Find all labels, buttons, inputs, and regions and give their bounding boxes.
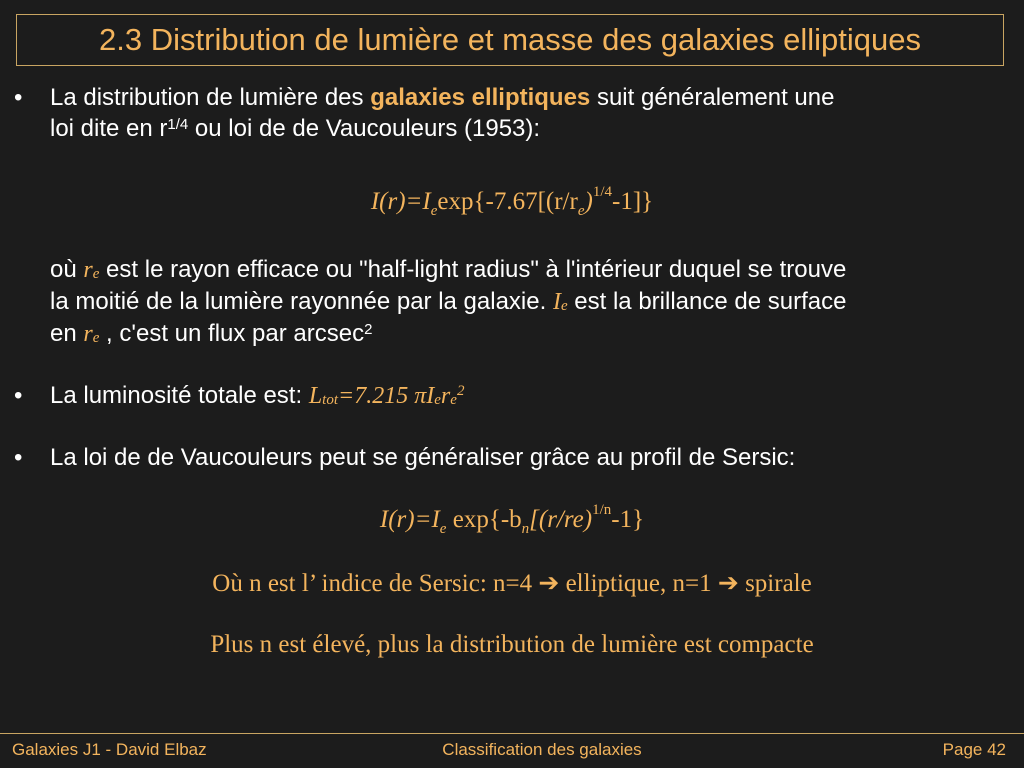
- lum-e2: e: [450, 392, 457, 408]
- formula1-b-sub: e: [577, 203, 585, 219]
- bullet-text: [50, 82, 1000, 144]
- explain-l3-post: , c'est un flux par arcsec: [99, 320, 365, 347]
- footer-divider: [0, 733, 1024, 734]
- explain-l2-sub: e: [560, 298, 568, 314]
- slide-title: 2.3 Distribution de lumière et masse des galaxies elliptiques: [99, 22, 921, 57]
- sersic-pre: Où n est l: [212, 570, 309, 597]
- bullet1-line2-sup: 1/4: [167, 116, 189, 133]
- formula1-d: -1]}: [612, 188, 654, 215]
- bullet-marker: •: [14, 84, 23, 111]
- explain-l1-pre: où: [50, 256, 84, 283]
- explain-l2-pre: la moitié de la lumière rayonnée par la galaxie.: [50, 288, 553, 315]
- sersic-mid2: elliptique, n=1: [559, 570, 718, 597]
- formula2-c-sup: 1/n: [592, 502, 612, 518]
- explain-l1-sub: e: [92, 266, 100, 282]
- formula-sersic: [0, 502, 1024, 537]
- formula2-b-sub: n: [521, 521, 530, 537]
- bullet1-pre: La distribution de lumière des: [50, 84, 371, 111]
- bullet-text: La loi de de Vaucouleurs peut se généraliser grâce au profil de Sersic:: [50, 444, 796, 471]
- bullet1-post: suit généralement une: [590, 84, 835, 111]
- bullet1-highlight: galaxies elliptiques: [370, 84, 591, 111]
- formula1-c-sup: 1/4: [592, 184, 612, 200]
- explanation-text: [50, 254, 1000, 350]
- explain-l3-sub: e: [92, 330, 100, 346]
- bullet-marker: •: [14, 382, 23, 409]
- formula1-c: ): [584, 188, 593, 215]
- explain-l3-pre: en: [50, 320, 84, 347]
- compactness-line: Plus n est élevé, plus la distribution de lumière est compacte: [210, 631, 814, 658]
- footer-center: Classification des galaxies: [442, 740, 642, 759]
- explain-l2-sym: I: [552, 289, 561, 315]
- sersic-mid: indice de Sersic: n=4: [315, 570, 539, 597]
- sersic-index-line: [0, 568, 1024, 598]
- sersic-post: spirale: [738, 570, 812, 597]
- explain-l2-post: est la brillance de surface: [567, 288, 847, 315]
- arrow-right-icon: ➔: [717, 570, 739, 597]
- explain-l1-sym: r: [83, 257, 93, 283]
- bullet-text: [50, 380, 1000, 412]
- explain-l3-sup: 2: [364, 321, 373, 338]
- bullet-marker: •: [14, 444, 23, 471]
- sersic-apos: ’: [308, 570, 316, 597]
- lum-I: I: [426, 383, 435, 409]
- formula2-a-sub: e: [439, 521, 447, 537]
- lum-r: r: [440, 383, 451, 409]
- bullet1-line2-pre: loi dite en r: [50, 115, 168, 142]
- footer-left: Galaxies J1 - David Elbaz: [12, 740, 207, 759]
- formula1-a-sub: e: [430, 203, 438, 219]
- formula2-a: I(r)=I: [379, 506, 440, 533]
- lum-tot: tot: [322, 392, 339, 408]
- bullet1-line2-post: ou loi de de Vaucouleurs (1953):: [188, 115, 541, 142]
- formula2-b: exp{-b: [446, 506, 522, 533]
- title-box: [16, 14, 1004, 66]
- formula2-d: -1}: [611, 506, 645, 533]
- lum-L: L: [308, 383, 323, 409]
- bullet2-text: La luminosité totale est:: [50, 382, 309, 409]
- lum-2: 2: [456, 383, 465, 399]
- formula1-a: I(r)=I: [370, 188, 431, 215]
- formula-de-vaucouleurs: [0, 184, 1024, 219]
- arrow-right-icon: ➔: [538, 570, 560, 597]
- footer-page-number: Page 42: [942, 740, 1006, 759]
- lum-pi: π: [414, 383, 427, 409]
- explain-l1-post: est le rayon efficace ou "half-light radius" à l'intérieur duquel se trouve: [99, 256, 847, 283]
- formula1-b: exp{-7.67[(r/r: [437, 188, 578, 215]
- lum-e1: e: [434, 392, 441, 408]
- lum-eq: =7.215: [338, 383, 415, 409]
- explain-l3-sym: r: [83, 321, 93, 347]
- formula2-c: [(r/re): [529, 506, 593, 533]
